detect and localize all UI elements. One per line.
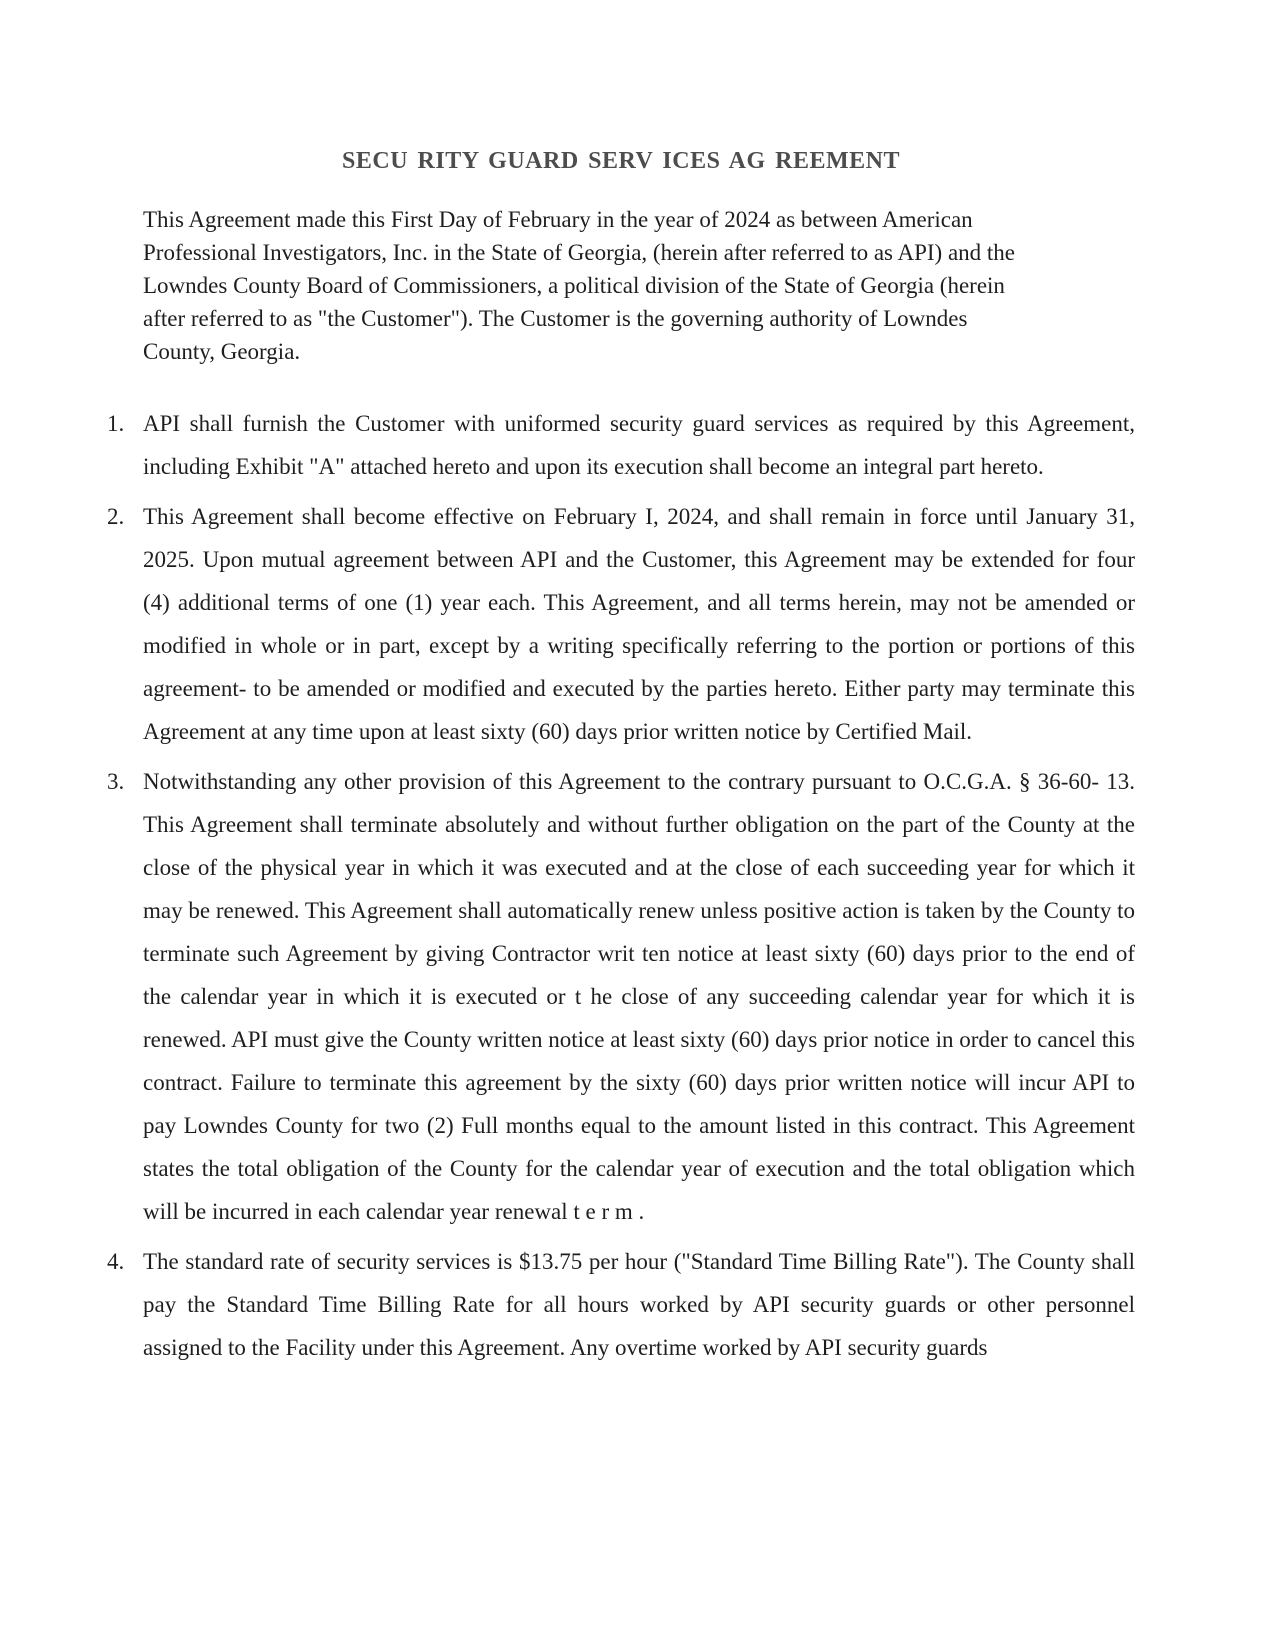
clause-list xyxy=(107,402,1135,1369)
clause-number: 2. xyxy=(107,504,125,529)
clause-number: 4. xyxy=(107,1249,125,1274)
clause-text: The standard rate of security services is $13.75 per hour ("Standard Time Billing Rate"). The County shall pay the Standard Time Billing Rate for all hours worked by API security guards or other personnel assigned to the Facility under this Agreement. Any overtime worked by API security guards xyxy=(143,1249,1135,1360)
clause-number: 1. xyxy=(107,411,125,436)
clause-text: API shall furnish the Customer with uniformed security guard services as required by this Agreement, including Exhibit "A" attached hereto and upon its execution shall become an integral part hereto. xyxy=(143,411,1135,479)
list-item xyxy=(107,495,1135,753)
intro-paragraph: This Agreement made this First Day of February in the year of 2024 as between American Professional Investigators, Inc. in the State of Georgia, (herein after referred to as API) and the Lowndes County Board of Commissioners, a political division of the State of Georgia (herein after referred to as "the Customer"). The Customer is the governing authority of Lowndes County, Georgia. xyxy=(143,207,1016,364)
clause-number: 3. xyxy=(107,769,125,794)
list-item xyxy=(107,760,1135,1233)
list-item xyxy=(107,402,1135,488)
page-title: SECU RITY GUARD SERV ICES AG REEMENT xyxy=(342,148,900,174)
list-item xyxy=(107,1240,1135,1369)
clause-text: This Agreement shall become effective on February I, 2024, and shall remain in force until January 31, 2025. Upon mutual agreement between API and the Customer, this Agreement may be extended for four (4) additional terms of one (1) year each. This Agreement, and all terms herein, may not be amended or modified in whole or in part, except by a writing specifically referring to the portion or portions of this agreement- to be amended or modified and executed by the parties hereto. Either party may terminate this Agreement at any time upon at least sixty (60) days prior written notice by Certified Mail. xyxy=(143,504,1135,744)
clause-text: Notwithstanding any other provision of this Agreement to the contrary pursuant to O.C.G.A. § 36-60- 13. This Agreement shall terminate absolutely and without further obligation on the part of the County at the close of the physical year in which it was executed and at the close of each succeeding year for which it may be renewed. This Agreement shall automatically renew unless positive action is taken by the County to terminate such Agreement by giving Contractor writ ten notice at least sixty (60) days prior to the end of the calendar year in which it is executed or t he close of any succeeding calendar year for which it is renewed. API must give the County written notice at least sixty (60) days prior notice in order to cancel this contract. Failure to terminate this agreement by the sixty (60) days prior written notice will incur API to pay Lowndes County for two (2) Full months equal to the amount listed in this contract. This Agreement states the total obligation of the County for the calendar year of execution and the total obligation which will be incurred in each calendar year renewal t e r m . xyxy=(143,769,1135,1224)
